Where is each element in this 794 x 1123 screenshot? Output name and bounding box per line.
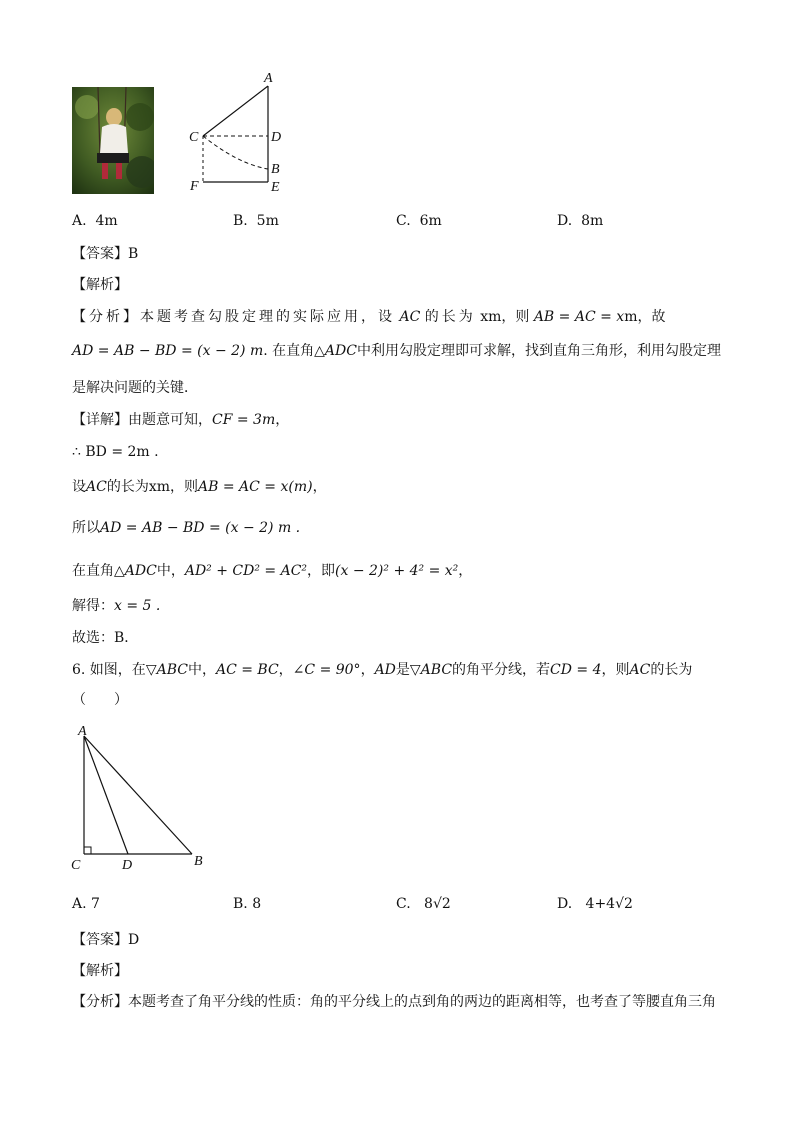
q6-option-a[interactable]: A. 7 [72,896,100,912]
q5-option-c[interactable]: C. 6m [396,213,442,229]
q6-label-B: B [194,854,203,869]
q6-option-c[interactable]: C. 8√2 [396,896,451,912]
label-A: A [264,71,273,86]
q5-analysis-label: 【解析】 [72,277,128,293]
q6-option-b[interactable]: B. 8 [233,896,262,912]
label-B: B [271,162,280,177]
q5-set-line: 设AC的长为xm，则AB = AC = x(m)， [72,479,327,495]
q6-stem-line1: 6. 如图，在▽ABC中，AC = BC，∠C = 90°，AD是▽ABC的角平分线，若CD = 4，则AC的长为 [72,662,693,678]
swing-photo [72,87,154,194]
q5-option-d[interactable]: D. 8m [557,213,604,229]
q6-label-A: A [78,724,87,739]
q5-fenxi-line3: 是解决问题的关键． [72,380,198,396]
q5-swing-diagram [180,66,290,198]
q5-solve-line: 解得：x = 5 . [72,598,161,614]
label-E: E [271,180,280,195]
q5-fenxi-line2: AD = AB − BD = (x − 2) m. 在直角△ADC中利用勾股定理即可求解，找到直角三角形，利用勾股定理 [72,343,721,359]
q6-label-D: D [122,858,133,873]
label-C: C [189,130,199,145]
label-D: D [271,130,282,145]
q5-right-triangle-line: 在直角△ADC中，AD² + CD² = AC²，即(x − 2)² + 4² = x²， [72,563,473,579]
q5-suoyi-line: 所以AD = AB − BD = (x − 2) m . [72,520,301,536]
q6-analysis-label: 【解析】 [72,963,128,979]
q5-answer: 【答案】B [72,246,139,262]
q5-detail-line: 【详解】由题意可知，CF = 3m， [72,412,290,428]
q5-option-a[interactable]: A. 4m [72,213,118,229]
q6-label-C: C [71,858,81,873]
q5-choose-line: 故选：B． [72,630,139,646]
q6-triangle-diagram [66,718,216,874]
label-F: F [190,179,199,194]
q6-option-d[interactable]: D. 4+4√2 [557,896,633,912]
q5-option-b[interactable]: B. 5m [233,213,279,229]
q6-answer: 【答案】D [72,932,140,948]
q5-fenxi-line1: 【分析】本题考查勾股定理的实际应用，设 AC 的长为 xm，则 AB = AC = xm，故 [72,309,666,325]
q6-stem-line2: （ ） [72,692,128,708]
q6-fenxi-line: 【分析】本题考查了角平分线的性质：角的平分线上的点到角的两边的距离相等，也考查了等腰直角三角 [72,994,716,1010]
q5-bd-line: ∴ BD = 2m . [72,444,159,460]
